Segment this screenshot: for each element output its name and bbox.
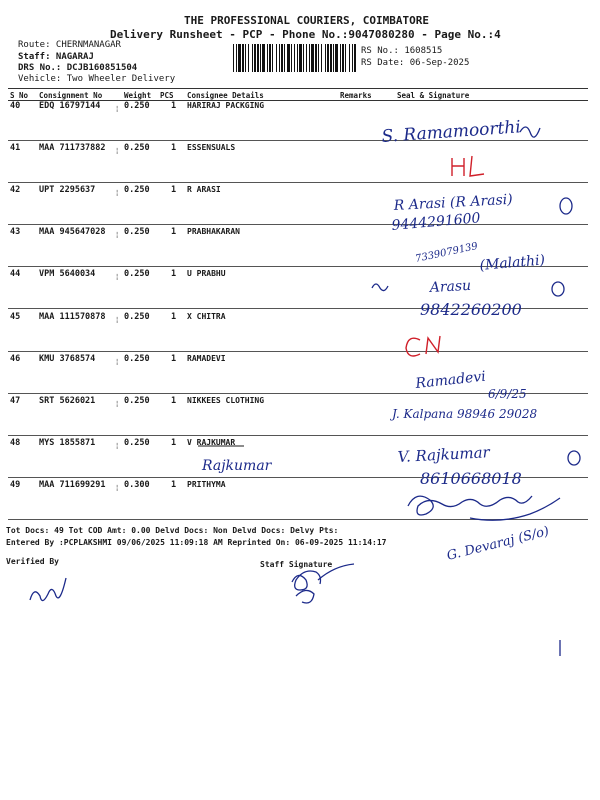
barcode-bar (267, 44, 268, 72)
barcode-bar (281, 44, 283, 72)
row-pcs: 1 (171, 185, 177, 196)
staff-label: Staff: NAGARAJ (18, 52, 94, 62)
column-tick-mark: ¦ (115, 315, 120, 324)
header-top-rule (8, 88, 588, 89)
barcode-bar (272, 44, 273, 72)
barcode-bar (330, 44, 332, 72)
row-pcs: 1 (171, 437, 177, 448)
row-sno: 49 (10, 479, 21, 490)
barcode-bar (318, 44, 319, 72)
row-consignee: X CHITRA (187, 311, 226, 321)
table-row (0, 354, 600, 396)
drs-number: DRS No.: DCJB160851504 (18, 63, 138, 73)
barcode-bar (245, 44, 246, 72)
row-weight: 0.250 (124, 353, 150, 364)
barcode-bar (321, 44, 322, 72)
barcode-bar (294, 44, 295, 72)
row-pcs: 1 (171, 101, 177, 111)
row-consignee: U PRABHU (187, 269, 226, 279)
barcode-bar (252, 44, 253, 72)
row-sno: 40 (10, 101, 21, 111)
barcode-bar (236, 44, 237, 72)
row-consignment-no: MAA 711699291 (39, 479, 106, 490)
receiver-signature-footer: G. Devaraj (S/o) (445, 523, 551, 564)
table-row (0, 269, 600, 311)
barcode-bar (306, 44, 307, 72)
signature-row46: Ramadevi (414, 368, 487, 392)
row-weight: 0.250 (124, 143, 150, 154)
table-row (0, 438, 600, 480)
barcode (233, 44, 357, 72)
barcode-bar (315, 44, 317, 72)
phone-row48: 8610668018 (420, 469, 522, 488)
signature-row40: S. Ramamoorthi (380, 117, 522, 147)
row-pcs: 1 (171, 143, 177, 154)
barcode-bar (287, 44, 290, 72)
table-row (0, 101, 600, 143)
row-consignment-no: MAA 711737882 (39, 143, 106, 154)
signature-row43: (Malathi) (478, 252, 546, 274)
row-separator (8, 393, 588, 394)
row-separator (8, 182, 588, 183)
row-weight: 0.250 (124, 311, 150, 322)
row-separator (8, 519, 588, 520)
row-consignee: V RAJKUMAR (187, 437, 236, 447)
barcode-bar (345, 44, 346, 72)
barcode-bar (354, 44, 356, 72)
row-weight: 0.250 (124, 101, 150, 111)
barcode-bar (325, 44, 326, 72)
barcode-bar (254, 44, 256, 72)
phone-row44: 9842260200 (420, 300, 522, 319)
col-seal-signature: Seal & Signature (397, 91, 470, 100)
row-consignment-no: MAA 945647028 (39, 227, 106, 238)
barcode-bar (311, 44, 314, 72)
staff-signature-label: Staff Signature (260, 560, 333, 569)
row-weight: 0.250 (124, 185, 150, 196)
table-row (0, 396, 600, 438)
barcode-bar (297, 44, 298, 72)
barcode-bar (257, 44, 259, 72)
barcode-bar (233, 44, 234, 72)
barcode-bar (269, 44, 271, 72)
barcode-bar (276, 44, 277, 72)
rs-number: RS No.: 1608515 (361, 46, 443, 56)
row-consignee: HARIRAJ PACKGING (187, 101, 265, 110)
row-consignment-no: EDQ 16797144 (39, 101, 101, 111)
row-consignee: PRABHAKARAN (187, 227, 240, 237)
verified-by-label: Verified By (6, 557, 59, 566)
col-weight: Weight (124, 91, 152, 100)
row-consignment-no: UPT 2295637 (39, 185, 96, 196)
table-row (0, 227, 600, 269)
barcode-bar (327, 44, 329, 72)
column-tick-mark: ¦ (115, 105, 120, 113)
phone-row43: 7339079139 (414, 240, 479, 265)
row-weight: 0.250 (124, 437, 150, 448)
row-weight: 0.250 (124, 269, 150, 280)
row-consignment-no: VPM 5640034 (39, 269, 96, 280)
row-pcs: 1 (171, 227, 177, 238)
row-separator (8, 351, 588, 352)
barcode-bar (349, 44, 350, 72)
barcode-bar (352, 44, 353, 72)
handwritten-name-row48: Rajkumar (202, 458, 272, 474)
row-consignee: RAMADEVI (187, 353, 226, 363)
row-consignee: NIKKEES CLOTHING (187, 395, 265, 405)
vehicle-label: Vehicle: Two Wheeler Delivery (18, 74, 176, 84)
row-sno: 48 (10, 437, 21, 448)
column-tick-mark: ¦ (115, 441, 120, 450)
row-sno: 42 (10, 185, 21, 196)
row-sno: 47 (10, 395, 21, 406)
column-tick-mark: ¦ (115, 273, 120, 282)
barcode-bar (291, 44, 292, 72)
row-separator (8, 435, 588, 436)
row-consignee: PRITHYMA (187, 479, 226, 489)
signature-row44: Arasu (429, 277, 472, 296)
barcode-bar (299, 44, 302, 72)
table-row (0, 480, 600, 522)
row-separator (8, 266, 588, 267)
col-consignment: Consignment No (39, 91, 103, 100)
barcode-bar (260, 44, 261, 72)
barcode-bar (242, 44, 244, 72)
phone-row42: 9444291600 (390, 210, 482, 234)
column-tick-mark: ¦ (115, 399, 120, 408)
row-pcs: 1 (171, 395, 177, 406)
row-sno: 43 (10, 227, 21, 238)
row-consignment-no: MYS 1855871 (39, 437, 96, 448)
entered-by-line: Entered By :PCPLAKSHMI 09/06/2025 11:09:18 AM Reprinted On: 06-09-2025 11:14:17 (6, 538, 387, 547)
row-separator (8, 308, 588, 309)
barcode-bar (238, 44, 241, 72)
barcode-bar (284, 44, 285, 72)
column-tick-mark: ¦ (115, 231, 120, 240)
barcode-bar (340, 44, 341, 72)
column-tick-mark: ¦ (115, 483, 120, 492)
row-sno: 44 (10, 269, 21, 280)
signature-row47: J. Kalpana 98946 29028 (392, 407, 538, 421)
row-pcs: 1 (171, 353, 177, 364)
date-row46: 6/9/25 (488, 387, 527, 401)
row-consignment-no: SRT 5626021 (39, 395, 96, 406)
barcode-bar (342, 44, 344, 72)
row-separator (8, 224, 588, 225)
row-weight: 0.300 (124, 479, 150, 490)
totals-line: Tot Docs: 49 Tot COD Amt: 0.00 Delvd Docs: Non Delvd Docs: Delvy Pts: (6, 526, 339, 535)
row-pcs: 1 (171, 311, 177, 322)
barcode-bar (262, 44, 265, 72)
route-label: Route: CHERNMANAGAR (18, 40, 121, 50)
signature-row42: R Arasi (R Arasi) (393, 191, 514, 214)
col-remarks: Remarks (340, 91, 372, 100)
runsheet-title: Delivery Runsheet - PCP - Phone No.:9047080280 - Page No.:4 (110, 28, 501, 41)
col-consignee: Consignee Details (187, 91, 264, 100)
row-separator (8, 477, 588, 478)
row-sno: 46 (10, 353, 21, 364)
barcode-bar (303, 44, 304, 72)
row-weight: 0.250 (124, 395, 150, 406)
barcode-bar (335, 44, 338, 72)
column-tick-mark: ¦ (115, 357, 120, 366)
col-sno: S No (10, 91, 29, 100)
row-sno: 45 (10, 311, 21, 322)
row-separator (8, 140, 588, 141)
barcode-bar (309, 44, 310, 72)
table-row (0, 143, 600, 185)
row-consignee: ESSENSUALS (187, 143, 236, 153)
company-title: THE PROFESSIONAL COURIERS, COIMBATORE (184, 14, 430, 27)
barcode-bar (248, 44, 249, 72)
rs-date: RS Date: 06-Sep-2025 (361, 58, 470, 68)
row-weight: 0.250 (124, 227, 150, 238)
table-row (0, 185, 600, 227)
row-pcs: 1 (171, 269, 177, 280)
barcode-bar (279, 44, 280, 72)
table-row (0, 312, 600, 354)
barcode-bar (333, 44, 334, 72)
signature-row48: V. Rajkumar (397, 443, 491, 466)
col-pcs: PCS (160, 91, 174, 100)
row-pcs: 1 (171, 479, 177, 490)
row-consignment-no: MAA 111570878 (39, 311, 106, 322)
row-sno: 41 (10, 143, 21, 154)
row-consignee: R ARASI (187, 185, 221, 195)
column-tick-mark: ¦ (115, 147, 120, 156)
column-tick-mark: ¦ (115, 189, 120, 198)
row-consignment-no: KMU 3768574 (39, 353, 96, 364)
